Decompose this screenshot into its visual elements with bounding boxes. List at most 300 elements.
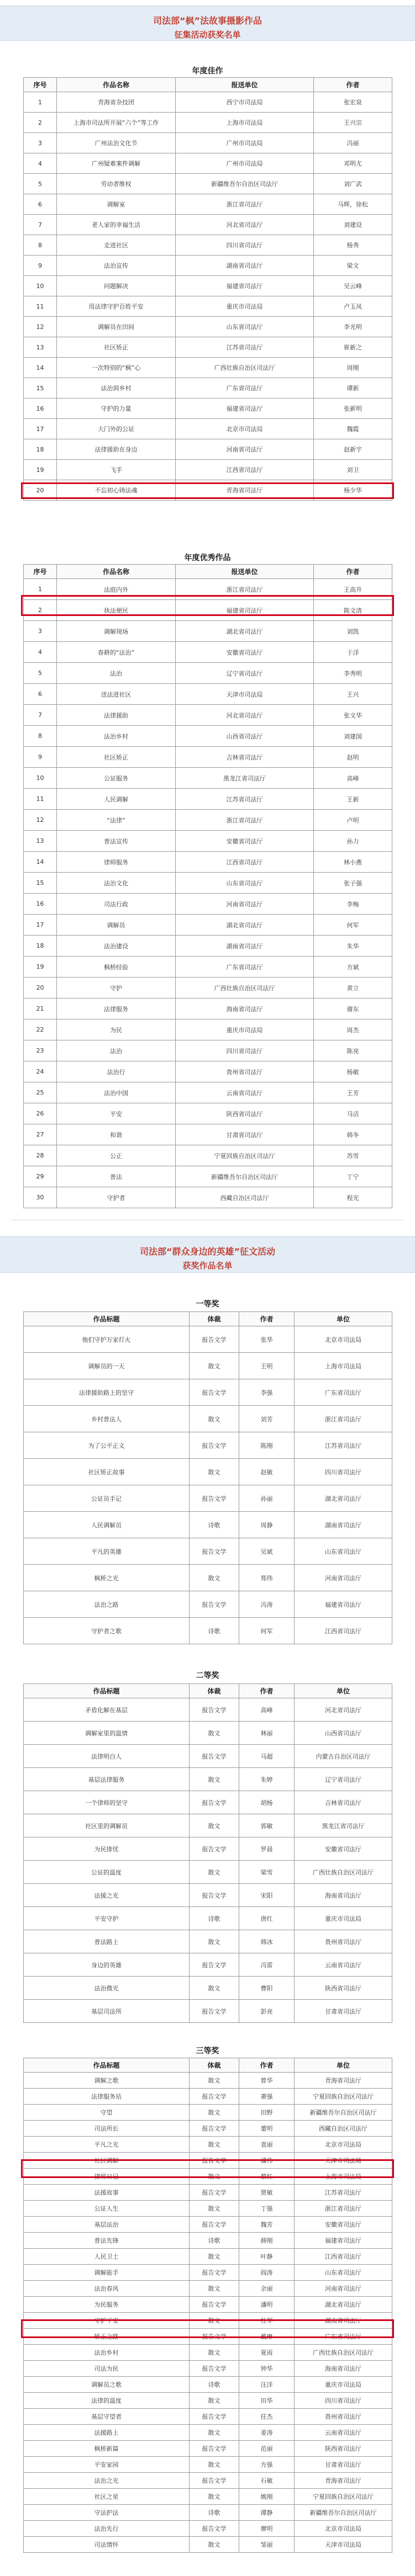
table-row bbox=[24, 2329, 392, 2345]
cell-author: 彭亮 bbox=[239, 2000, 295, 2023]
table-row bbox=[24, 810, 392, 831]
cell-genre: 散文 bbox=[190, 1722, 239, 1745]
cell-work: 法庭内外 bbox=[57, 579, 176, 600]
cell-title: 平凡之光 bbox=[24, 2137, 190, 2153]
cell-author: 邓明尤 bbox=[314, 153, 392, 174]
table-row bbox=[24, 2505, 392, 2521]
cell-unit: 江苏省司法厅 bbox=[295, 1432, 392, 1459]
cell-unit: 福建省司法厅 bbox=[295, 2233, 392, 2249]
cell-work: 调解员在田间 bbox=[57, 317, 176, 337]
cell-genre: 报告文学 bbox=[190, 1485, 239, 1512]
cell-no: 7 bbox=[24, 215, 57, 235]
col-header-title: 作品标题 bbox=[24, 1312, 190, 1326]
cell-no: 4 bbox=[24, 153, 57, 174]
cell-author: 方斌 bbox=[314, 957, 392, 978]
cell-no: 14 bbox=[24, 852, 57, 873]
cell-title: 为民排忧 bbox=[24, 1837, 190, 1861]
col-header-author: 作者 bbox=[239, 1312, 295, 1326]
cell-work: 广州疑难案件调解 bbox=[57, 153, 176, 174]
cell-work: 调解室 bbox=[57, 194, 176, 215]
cell-unit: 湖南省司法厅 bbox=[295, 2313, 392, 2329]
cell-author: 赵明 bbox=[314, 747, 392, 768]
table-row bbox=[24, 726, 392, 747]
cell-author: 马辉，徐松 bbox=[314, 194, 392, 215]
cell-title: 乡村普法人 bbox=[24, 1406, 190, 1432]
cell-no: 4 bbox=[24, 642, 57, 663]
col-header-no: 序号 bbox=[24, 78, 57, 92]
cell-author: 黄立 bbox=[314, 978, 392, 998]
cell-author: 汪洋 bbox=[239, 2377, 295, 2393]
cell-no: 9 bbox=[24, 747, 57, 768]
table-row bbox=[24, 1977, 392, 2000]
cell-unit: 浙江省司法厅 bbox=[176, 579, 314, 600]
table-row bbox=[24, 215, 392, 235]
cell-no: 20 bbox=[24, 480, 57, 501]
cell-author: 周静 bbox=[239, 1512, 295, 1538]
cell-author: 董明 bbox=[239, 2121, 295, 2137]
cell-title: 守护者之歌 bbox=[24, 1618, 190, 1644]
cell-unit: 广东省司法厅 bbox=[295, 1379, 392, 1406]
cell-no: 13 bbox=[24, 337, 57, 358]
cell-genre: 报告文学 bbox=[190, 2000, 239, 2023]
col-header-unit: 单位 bbox=[295, 1684, 392, 1698]
cell-work: 上海市司法所开展“六个”等工作 bbox=[57, 113, 176, 133]
cell-work: 社区矫正 bbox=[57, 337, 176, 358]
cell-author: 马超 bbox=[239, 1745, 295, 1768]
table-row bbox=[24, 1745, 392, 1768]
cell-author: 梁文 bbox=[314, 256, 392, 276]
cell-unit: 北京市司法局 bbox=[295, 2137, 392, 2153]
cell-author: 马洁 bbox=[314, 1103, 392, 1124]
cell-genre: 诗歌 bbox=[190, 2233, 239, 2249]
cell-genre: 散文 bbox=[190, 1861, 239, 1884]
cell-unit: 湖北省司法厅 bbox=[176, 621, 314, 642]
cell-no: 8 bbox=[24, 726, 57, 747]
cell-unit: 福建省司法厅 bbox=[295, 1591, 392, 1618]
table-row bbox=[24, 2473, 392, 2489]
cell-work: 用法律守护百姓平安 bbox=[57, 296, 176, 317]
cell-work: 法治润乡村 bbox=[57, 378, 176, 399]
cell-title: 守望 bbox=[24, 2105, 190, 2121]
table-row bbox=[24, 1907, 392, 1930]
table-row bbox=[24, 747, 392, 768]
cell-title: 平凡的英雄 bbox=[24, 1538, 190, 1565]
table-row bbox=[24, 1618, 392, 1644]
cell-title: 司法情怀 bbox=[24, 2537, 190, 2553]
cell-work: 普法 bbox=[57, 1166, 176, 1187]
cell-unit: 青海省司法厅 bbox=[295, 2473, 392, 2489]
cell-no: 12 bbox=[24, 317, 57, 337]
cell-no: 18 bbox=[24, 936, 57, 957]
col-header-genre: 体裁 bbox=[190, 2058, 239, 2073]
cell-no: 15 bbox=[24, 873, 57, 894]
cell-title: 司法为民 bbox=[24, 2361, 190, 2377]
cell-author: 高峰 bbox=[239, 1698, 295, 1722]
col-header-author: 作者 bbox=[314, 565, 392, 579]
cell-author: 张子强 bbox=[314, 873, 392, 894]
table-row bbox=[24, 1591, 392, 1618]
cell-no: 13 bbox=[24, 831, 57, 852]
table-row bbox=[24, 2073, 392, 2089]
table-row bbox=[24, 1040, 392, 1061]
cell-author: 潘明 bbox=[239, 2297, 295, 2313]
cell-author: 孙力 bbox=[314, 831, 392, 852]
cell-genre: 报告文学 bbox=[190, 2361, 239, 2377]
table-row bbox=[24, 1837, 392, 1861]
cell-no: 10 bbox=[24, 276, 57, 296]
cell-author: 谢东 bbox=[314, 998, 392, 1019]
table-row bbox=[24, 1187, 392, 1208]
cell-unit: 云南省司法厅 bbox=[295, 2425, 392, 2441]
cell-author: 梁雪 bbox=[239, 1861, 295, 1884]
banner-photo-contest bbox=[0, 6, 415, 41]
first-prize-table bbox=[23, 1311, 392, 1644]
third-prize-table bbox=[23, 2058, 392, 2553]
table-row bbox=[24, 1432, 392, 1459]
cell-author: 张华 bbox=[239, 1326, 295, 1353]
cell-no: 7 bbox=[24, 705, 57, 726]
second-prize-table bbox=[23, 1683, 392, 2023]
cell-unit: 河南省司法厅 bbox=[295, 2281, 392, 2297]
cell-author: 宋阳 bbox=[239, 1884, 295, 1907]
table-row bbox=[24, 2000, 392, 2023]
table-row bbox=[24, 1538, 392, 1565]
cell-author: 阎涛 bbox=[239, 2265, 295, 2281]
col-header-unit: 报送单位 bbox=[176, 78, 314, 92]
cell-no: 21 bbox=[24, 998, 57, 1019]
cell-unit: 重庆市司法局 bbox=[295, 2377, 392, 2393]
cell-no: 29 bbox=[24, 1166, 57, 1187]
table-row bbox=[24, 296, 392, 317]
section-title-third-prize: 三等奖 bbox=[196, 2047, 219, 2056]
cell-author: 高峰 bbox=[314, 768, 392, 789]
cell-unit: 河南省司法厅 bbox=[176, 439, 314, 460]
cell-work: 广州法治文化节 bbox=[57, 133, 176, 153]
cell-unit: 安徽省司法厅 bbox=[176, 642, 314, 663]
cell-unit: 安徽省司法厅 bbox=[295, 2217, 392, 2233]
cell-author: 叶静 bbox=[239, 2249, 295, 2265]
table-row bbox=[24, 579, 392, 600]
cell-unit: 贵州省司法厅 bbox=[295, 2409, 392, 2425]
cell-unit: 江西省司法厅 bbox=[176, 460, 314, 480]
cell-work: 执法便民 bbox=[57, 600, 176, 621]
cell-title: 人民调解员 bbox=[24, 1512, 190, 1538]
cell-no: 6 bbox=[24, 194, 57, 215]
cell-author: 王明 bbox=[239, 1353, 295, 1379]
table-row bbox=[24, 1379, 392, 1406]
cell-title: 调解员的一天 bbox=[24, 1353, 190, 1379]
cell-author: 蔡红 bbox=[239, 2169, 295, 2185]
cell-unit: 江苏省司法厅 bbox=[176, 337, 314, 358]
cell-no: 5 bbox=[24, 174, 57, 194]
cell-author: 王兴宗 bbox=[314, 113, 392, 133]
cell-author: 朱华 bbox=[314, 936, 392, 957]
cell-unit: 山东省司法厅 bbox=[176, 873, 314, 894]
cell-title: 人民卫士 bbox=[24, 2249, 190, 2265]
cell-no: 23 bbox=[24, 1040, 57, 1061]
table-row bbox=[24, 1953, 392, 1977]
table-row bbox=[24, 1814, 392, 1837]
cell-author: 刘芳 bbox=[239, 1406, 295, 1432]
cell-unit: 天津市司法局 bbox=[295, 2153, 392, 2169]
cell-genre: 报告文学 bbox=[190, 2153, 239, 2169]
col-header-genre: 体裁 bbox=[190, 1684, 239, 1698]
cell-author: 孙丽 bbox=[239, 1485, 295, 1512]
cell-no: 24 bbox=[24, 1061, 57, 1082]
cell-genre: 诗歌 bbox=[190, 2377, 239, 2393]
table-row bbox=[24, 1485, 392, 1512]
cell-title: 社区之星 bbox=[24, 2489, 190, 2505]
cell-title: 司法所长 bbox=[24, 2121, 190, 2137]
cell-genre: 诗歌 bbox=[190, 1907, 239, 1930]
cell-no: 19 bbox=[24, 460, 57, 480]
cell-unit: 安徽省司法厅 bbox=[295, 1837, 392, 1861]
section-title-annual-best: 年度佳作 bbox=[192, 67, 223, 76]
cell-genre: 报告文学 bbox=[190, 1745, 239, 1768]
cell-genre: 报告文学 bbox=[190, 1326, 239, 1353]
table-row bbox=[24, 439, 392, 460]
banner-title-line2: 征集活动获奖名单 bbox=[174, 30, 241, 40]
section-title-annual-excellent: 年度优秀作品 bbox=[184, 554, 231, 562]
cell-unit: 辽宁省司法厅 bbox=[176, 663, 314, 684]
cell-author: 吴云峰 bbox=[314, 276, 392, 296]
cell-author: 苏雪 bbox=[314, 1145, 392, 1166]
cell-no: 8 bbox=[24, 235, 57, 256]
cell-genre: 散文 bbox=[190, 2105, 239, 2121]
cell-author: 赵新宇 bbox=[314, 439, 392, 460]
cell-no: 30 bbox=[24, 1187, 57, 1208]
cell-genre: 散文 bbox=[190, 2201, 239, 2217]
table-row bbox=[24, 2265, 392, 2281]
cell-no: 26 bbox=[24, 1103, 57, 1124]
cell-genre: 报告文学 bbox=[190, 1432, 239, 1459]
cell-author: 卢玉凤 bbox=[314, 296, 392, 317]
cell-author: 刘广武 bbox=[314, 174, 392, 194]
cell-genre: 报告文学 bbox=[190, 2473, 239, 2489]
cell-author: 李秀明 bbox=[314, 663, 392, 684]
cell-no: 5 bbox=[24, 663, 57, 684]
cell-genre: 报告文学 bbox=[190, 2089, 239, 2105]
cell-genre: 报告文学 bbox=[190, 2329, 239, 2345]
cell-unit: 广西壮族自治区司法厅 bbox=[295, 1861, 392, 1884]
table-row bbox=[24, 2441, 392, 2457]
table-row bbox=[24, 600, 392, 621]
cell-author: 李光明 bbox=[314, 317, 392, 337]
cell-work: 和谐 bbox=[57, 1124, 176, 1145]
col-header-genre: 体裁 bbox=[190, 1312, 239, 1326]
cell-author: 魏霞 bbox=[314, 419, 392, 439]
cell-unit: 湖南省司法厅 bbox=[176, 256, 314, 276]
cell-author: 王兴 bbox=[314, 684, 392, 705]
cell-genre: 诗歌 bbox=[190, 1618, 239, 1644]
cell-author: 刘建设 bbox=[314, 215, 392, 235]
cell-unit: 浙江省司法厅 bbox=[176, 810, 314, 831]
cell-unit: 陕西省司法厅 bbox=[295, 2441, 392, 2457]
cell-unit: 福建省司法厅 bbox=[176, 276, 314, 296]
cell-unit: 天津市司法局 bbox=[176, 684, 314, 705]
cell-work: 法治 bbox=[57, 1040, 176, 1061]
table-row bbox=[24, 998, 392, 1019]
table-row bbox=[24, 235, 392, 256]
cell-author: 何军 bbox=[314, 915, 392, 936]
cell-title: 公证的温度 bbox=[24, 1861, 190, 1884]
cell-work: 律师服务 bbox=[57, 852, 176, 873]
cell-title: 守护平安 bbox=[24, 2313, 190, 2329]
cell-work: 守护的力量 bbox=[57, 399, 176, 419]
cell-genre: 报告文学 bbox=[190, 1953, 239, 1977]
cell-title: 法治之路 bbox=[24, 1591, 190, 1618]
table-row bbox=[24, 2377, 392, 2393]
cell-author: 萧强 bbox=[239, 2089, 295, 2105]
table-row bbox=[24, 2089, 392, 2105]
cell-author: 姚刚 bbox=[239, 2489, 295, 2505]
cell-genre: 散文 bbox=[190, 2249, 239, 2265]
cell-unit: 湖南省司法厅 bbox=[295, 1512, 392, 1538]
table-row bbox=[24, 2457, 392, 2473]
cell-author: 廖明 bbox=[239, 2521, 295, 2537]
cell-author: 冯涛 bbox=[239, 1591, 295, 1618]
table-header-row bbox=[24, 1684, 392, 1698]
cell-genre: 散文 bbox=[190, 1977, 239, 2000]
cell-author: 杨秀 bbox=[314, 235, 392, 256]
cell-title: 法治微光 bbox=[24, 1977, 190, 2000]
cell-author: 冯丽 bbox=[314, 133, 392, 153]
cell-title: 公证人生 bbox=[24, 2201, 190, 2217]
cell-author: 余丽 bbox=[239, 2281, 295, 2297]
table-row bbox=[24, 317, 392, 337]
cell-work: 法治宣传 bbox=[57, 256, 176, 276]
cell-unit: 四川省司法厅 bbox=[176, 235, 314, 256]
table-row bbox=[24, 113, 392, 133]
table-row bbox=[24, 2537, 392, 2553]
cell-work: 调解员 bbox=[57, 915, 176, 936]
cell-unit: 海南省司法厅 bbox=[295, 2361, 392, 2377]
cell-author: 崔新之 bbox=[314, 337, 392, 358]
table-row bbox=[24, 2409, 392, 2425]
cell-genre: 散文 bbox=[190, 2345, 239, 2361]
cell-unit: 新疆维吾尔自治区司法厅 bbox=[295, 2105, 392, 2121]
cell-work: 走进社区 bbox=[57, 235, 176, 256]
table-row bbox=[24, 1019, 392, 1040]
cell-genre: 报告文学 bbox=[190, 2521, 239, 2537]
cell-author: 夏雨 bbox=[239, 2345, 295, 2361]
cell-no: 2 bbox=[24, 113, 57, 133]
cell-title: 法律援助路上的坚守 bbox=[24, 1379, 190, 1406]
cell-author: 杜军 bbox=[239, 2313, 295, 2329]
table-row bbox=[24, 1930, 392, 1953]
cell-unit: 山东省司法厅 bbox=[295, 2265, 392, 2281]
cell-unit: 黑龙江省司法厅 bbox=[176, 768, 314, 789]
cell-title: 社区矫正故事 bbox=[24, 1459, 190, 1485]
cell-no: 9 bbox=[24, 256, 57, 276]
cell-work: 平安 bbox=[57, 1103, 176, 1124]
table-row bbox=[24, 419, 392, 439]
cell-genre: 报告文学 bbox=[190, 1698, 239, 1722]
cell-no: 28 bbox=[24, 1145, 57, 1166]
cell-author: 罗晨 bbox=[239, 1837, 295, 1861]
table-row bbox=[24, 2217, 392, 2233]
cell-genre: 报告文学 bbox=[190, 2441, 239, 2457]
cell-genre: 散文 bbox=[190, 1565, 239, 1591]
cell-unit: 贵州省司法厅 bbox=[295, 1930, 392, 1953]
cell-genre: 报告文学 bbox=[190, 2185, 239, 2201]
cell-author: 方强 bbox=[239, 2457, 295, 2473]
cell-author: 贾敏 bbox=[239, 2185, 295, 2201]
cell-genre: 散文 bbox=[190, 2137, 239, 2153]
cell-unit: 青海省司法厅 bbox=[295, 2073, 392, 2089]
cell-author: 任杰 bbox=[239, 2409, 295, 2425]
table-row bbox=[24, 1326, 392, 1353]
table-row bbox=[24, 2297, 392, 2313]
cell-work: 一次特别的“枫”心 bbox=[57, 358, 176, 378]
table-row bbox=[24, 642, 392, 663]
cell-unit: 福建省司法厅 bbox=[176, 399, 314, 419]
table-row bbox=[24, 684, 392, 705]
table-row bbox=[24, 2233, 392, 2249]
cell-work: 公正 bbox=[57, 1145, 176, 1166]
cell-title: 法治乡村 bbox=[24, 2345, 190, 2361]
cell-genre: 散文 bbox=[190, 2537, 239, 2553]
cell-author: 于洋 bbox=[314, 642, 392, 663]
cell-author: 吴斌 bbox=[239, 1538, 295, 1565]
cell-no: 19 bbox=[24, 957, 57, 978]
table-row bbox=[24, 2345, 392, 2361]
table-row bbox=[24, 1353, 392, 1379]
cell-no: 15 bbox=[24, 378, 57, 399]
cell-work: 法律服务 bbox=[57, 998, 176, 1019]
col-header-author: 作者 bbox=[239, 2058, 295, 2073]
cell-author: 张新明 bbox=[314, 399, 392, 419]
cell-unit: 新疆维吾尔自治区司法厅 bbox=[176, 1166, 314, 1187]
table-row bbox=[24, 2489, 392, 2505]
cell-genre: 诗歌 bbox=[190, 1512, 239, 1538]
table-row bbox=[24, 2313, 392, 2329]
cell-unit: 山西省司法厅 bbox=[176, 726, 314, 747]
cell-unit: 陕西省司法厅 bbox=[295, 1977, 392, 2000]
cell-author: 林小燕 bbox=[314, 852, 392, 873]
table-row bbox=[24, 894, 392, 915]
col-header-author: 作者 bbox=[239, 1684, 295, 1698]
cell-title: 平安守护 bbox=[24, 1907, 190, 1930]
table-row bbox=[24, 873, 392, 894]
table-header-row bbox=[24, 1312, 392, 1326]
table-row bbox=[24, 2153, 392, 2169]
table-row bbox=[24, 2105, 392, 2121]
cell-unit: 四川省司法厅 bbox=[295, 1459, 392, 1485]
cell-author: 张文华 bbox=[314, 705, 392, 726]
cell-work: 社区矫正 bbox=[57, 747, 176, 768]
cell-work: 人民调解 bbox=[57, 789, 176, 810]
cell-work: 不忘初心铸法魂 bbox=[57, 480, 176, 501]
banner-essay-contest bbox=[0, 1236, 415, 1273]
table-row bbox=[24, 399, 392, 419]
table-row bbox=[24, 1884, 392, 1907]
table-row bbox=[24, 789, 392, 810]
cell-author: 韩冬 bbox=[314, 1124, 392, 1145]
cell-author: 谭静 bbox=[239, 2505, 295, 2521]
cell-title: 为了公平正义 bbox=[24, 1432, 190, 1459]
cell-title: 社区里的调解员 bbox=[24, 1814, 190, 1837]
cell-no: 12 bbox=[24, 810, 57, 831]
cell-no: 3 bbox=[24, 133, 57, 153]
cell-work: 枫桥经验 bbox=[57, 957, 176, 978]
col-header-author: 作者 bbox=[314, 78, 392, 92]
cell-title: 法律的温度 bbox=[24, 2393, 190, 2409]
table-row bbox=[24, 2169, 392, 2185]
cell-author: 李梅 bbox=[314, 894, 392, 915]
cell-work: 普法宣传 bbox=[57, 831, 176, 852]
cell-no: 3 bbox=[24, 621, 57, 642]
